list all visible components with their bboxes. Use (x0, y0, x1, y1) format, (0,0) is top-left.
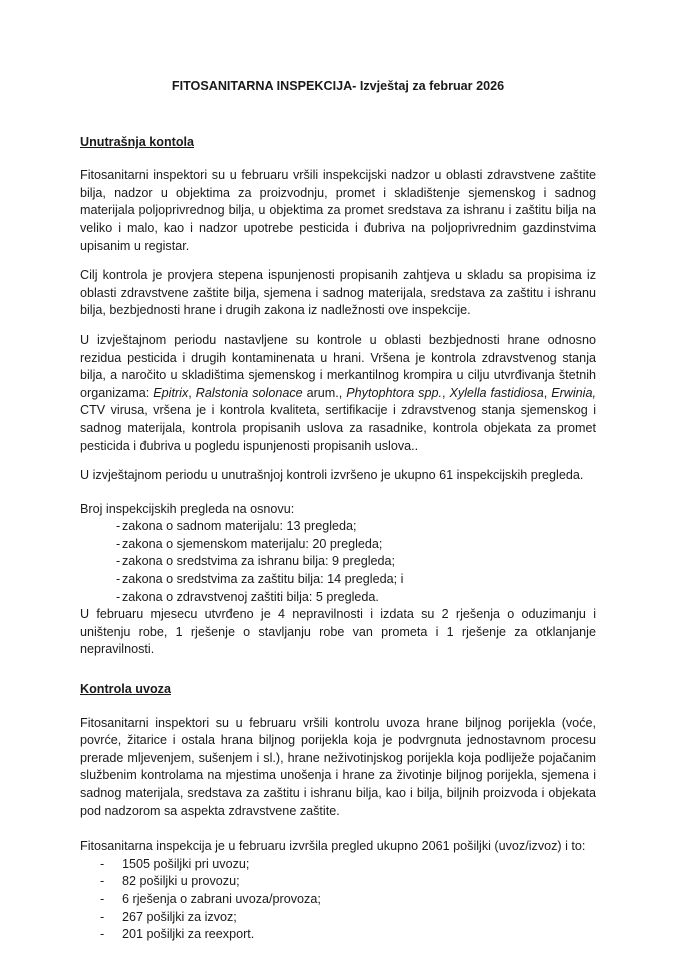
organism-separator: , (543, 385, 552, 400)
list-item: - zakona o sjemenskom materijalu: 20 pregleda; (80, 536, 596, 554)
paragraph-internal-total: U izvještajnom periodu u unutrašnjoj kontroli izvršeno je ukupno 61 inspekcijskih pregleda. (80, 468, 584, 483)
paragraph-import-total: Fitosanitarna inspekcija je u februaru izvršila pregled ukupno 2061 pošiljki (uvoz/izvoz) i to: (80, 839, 586, 854)
document-title: FITOSANITARNA INSPEKCIJA- Izvještaj za februar 2026 (171, 79, 505, 93)
paragraph-internal-1: Fitosanitarni inspektori su u februaru vršili inspekcijski nadzor u oblasti zdravstvene zaštite bilja, nadzor u objektima za proizvodnju, promet i skladištenje sjemenskog i sadnog materijala poljoprivrednog bilja, u objektima za promet sredstava za ishranu i zaštitu bilja na veliko i malo, kao i nadzor upotrebe pesticida i đubriva na poljoprivrednim gazdinstvima upisanim u registar. (80, 168, 596, 253)
inspection-law-list (80, 518, 596, 606)
organism-phytophtora: Phytophtora spp. (346, 385, 442, 400)
list-item: - zakona o sredstvima za ishranu bilja: 9 pregleda; (80, 553, 596, 571)
organism-ralstonia: Ralstonia solonace (195, 385, 303, 400)
document-page (80, 78, 596, 944)
organism-separator: , (188, 385, 196, 400)
paragraph-internal-2: Cilj kontrola je provjera stepena ispunjenosti propisanih zahtjeva u skladu sa propisima iz oblasti zdravstvene zaštite bilja, sjemena i sadnog materijala, sredstava za zaštitu i ishranu bilja, bezbjednosti hrane i drugih zakona iz nadležnosti ove inspekcije. (80, 268, 596, 318)
organism-separator: , (441, 385, 450, 400)
paragraph-internal-3 (80, 332, 596, 455)
list-item: - zakona o sadnom materijalu: 13 pregleda; (80, 518, 596, 536)
paragraph-import-1: Fitosanitarni inspektori su u februaru vršili kontrolu uvoza hrane biljnog porijekla (voće, povrće, žitarice i ostala hrana biljnog porijekla koja je podvrgnuta jednostavnom procesu prerade mljevenjem, sušenjem i sl.), hrane neživotinjskog porijekla koja podliježe pojačanim službenim kontrolama na mjestima unošenja i hrane za životinje biljnog porijekla, sjemena i sadnog materijala, sredstava za zaštitu i ishranu bilja, kao i bilja, biljnih proizvoda i objekata pod nadzorom sa aspekta zdravstvene zaštite. (80, 715, 596, 818)
paragraph-internal-3-text-a: U izvještajnom periodu nastavljene su kontrole u oblasti bezbjednosti hrane odnosno rezidua pesticida i drugih kontaminenata u hrani. Vršena je kontrola zdravstvenog stanja bilja, a naročito u skladištima sjemenskog i merkantilnog krompira u cilju utvrđivanja štetnih organizama: (80, 332, 596, 400)
list-item: - zakona o sredstvima za zaštitu bilja: 14 pregleda; i (80, 571, 596, 589)
organism-separator: arum., (302, 385, 347, 400)
section-heading-import-control: Kontrola uvoza (80, 682, 171, 697)
list-item: - 6 rješenja o zabrani uvoza/provoza; (80, 891, 596, 909)
organism-xylella: Xylella fastidiosa (449, 385, 544, 400)
list-item: - 82 pošiljki u provozu; (80, 873, 596, 891)
list-item: - 201 pošiljki za reexport. (80, 926, 596, 944)
paragraph-irregularities: U februaru mjesecu utvrđeno je 4 nepravilnosti i izdata su 2 rješenja o oduzimanju i uništenju robe, 1 rješenje o stavljanju robe van prometa i 1 rješenje za otklanjanje nepravilnosti. (80, 607, 596, 657)
section-heading-internal-control: Unutrašnja kontola (80, 134, 195, 149)
list-item: - 267 pošiljki za izvoz; (80, 909, 596, 927)
list-item: - zakona o zdravstvenoj zaštiti bilja: 5 pregleda. (80, 589, 596, 607)
organism-erwinia: Erwinia, (551, 385, 596, 400)
inspection-list-intro: Broj inspekcijskih pregleda na osnovu: (80, 501, 295, 516)
paragraph-internal-3-text-b: CTV virusa, vršena je i kontrola kvaliteta, sertifikacije i zdravstvenog stanja sjemenskog i sadnog materijala, kontrola propisanih uslova za rasadnike, kontrola objekata za promet pesticida i đubriva u pogledu ispunjenosti propisanih uslova.. (80, 403, 596, 453)
shipment-list (80, 856, 596, 944)
list-item: - 1505 pošiljki pri uvozu; (80, 856, 596, 874)
organism-epitrix: Epitrix (153, 385, 189, 400)
